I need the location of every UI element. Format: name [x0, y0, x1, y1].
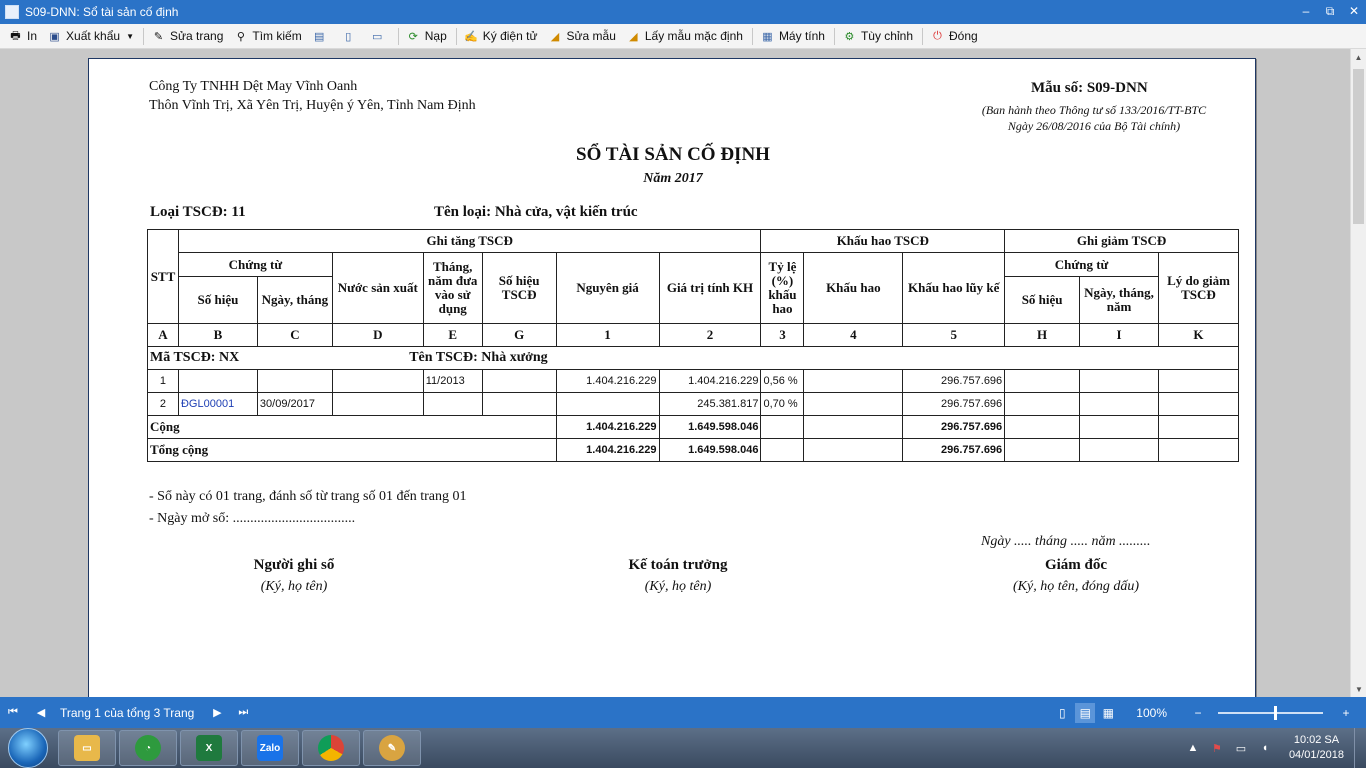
header-no: Số hiệu	[178, 277, 257, 324]
header-stt: STT	[148, 230, 179, 324]
vertical-scrollbar[interactable]	[1350, 49, 1366, 697]
clock-time: 10:02 SA	[1293, 734, 1340, 746]
first-page-icon[interactable]: ⏮	[8, 706, 18, 718]
table-row[interactable]: 1 11/2013 1.404.216.229 1.404.216.229 0,56 % 296.757.696	[148, 370, 1239, 393]
statusbar	[0, 697, 1366, 728]
header-dep-value: Giá trị tính KH	[659, 253, 761, 324]
zoom-level: 100%	[1136, 705, 1167, 720]
chart-default-icon: ◢	[629, 30, 638, 43]
fit-page-icon: ▭	[372, 30, 383, 43]
header-date: Ngày, tháng	[257, 277, 332, 324]
chevron-down-icon: ▼	[126, 31, 134, 41]
tray-expand-icon[interactable]: ▲	[1187, 742, 1199, 754]
signature-icon: ✍	[464, 30, 479, 43]
notes	[149, 486, 466, 530]
save-icon: ▣	[49, 30, 60, 43]
report-page	[88, 58, 1256, 697]
monitor-icon[interactable]: ▭	[1235, 742, 1247, 755]
header-reason: Lý do giảm TSCĐ	[1158, 253, 1238, 324]
header-voucher-decrease: Chứng từ	[1005, 253, 1159, 277]
page-title: SỔ TÀI SẢN CỐ ĐỊNH	[576, 144, 770, 165]
asset-type-name: Tên loại: Nhà cửa, vật kiến trúc	[434, 204, 638, 220]
search-button[interactable]: ⚲ Tìm kiếm	[229, 26, 307, 47]
edit-icon: ✎	[153, 30, 164, 43]
subtotal-row: Cộng 1.404.216.229 1.649.598.046 296.757.696	[148, 416, 1239, 439]
single-page-icon: ▯	[345, 30, 352, 43]
volume-icon[interactable]: ◖	[1261, 742, 1269, 754]
e-sign-button[interactable]: ✍ Ký điện tử	[464, 29, 538, 43]
page-info: Trang 1 của tổng 3 Trang	[60, 705, 195, 720]
header-dep: Khấu hao	[804, 253, 903, 324]
taskbar-paint[interactable]	[363, 730, 421, 766]
pages-note: - Sổ này có 01 trang, đánh số từ trang số 01 đến trang 01	[149, 489, 467, 504]
refresh-icon: ⟳	[408, 30, 418, 43]
header-no-decrease: Số hiệu	[1005, 277, 1080, 324]
taskbar-chrome[interactable]	[302, 730, 360, 766]
form-number: Mẫu số: S09-DNN	[1031, 80, 1148, 96]
page-view-icon: ▤	[314, 30, 325, 43]
show-desktop-button[interactable]	[1354, 728, 1366, 768]
voucher-link[interactable]: ĐGL00001	[178, 393, 257, 416]
clock[interactable]	[1289, 733, 1344, 763]
open-date-note: - Ngày mở sổ: ...................................	[149, 511, 356, 526]
signature-recorder: Người ghi sổ (Ký, họ tên)	[253, 557, 335, 594]
customize-icon: ⚙	[844, 30, 855, 43]
power-icon: ⏻	[933, 29, 942, 42]
folder-icon: ▭	[74, 735, 100, 761]
edit-page-button[interactable]: ✎ Sửa trang	[147, 26, 229, 47]
printer-icon: 🖶	[10, 29, 21, 42]
header-voucher: Chứng từ	[178, 253, 332, 277]
coccoc-icon: ◔	[135, 735, 161, 761]
zoom-in-icon[interactable]: +	[1342, 705, 1350, 720]
table-row[interactable]: 2 ĐGL00001 30/09/2017 245.381.817 0,70 % 296.757.696	[148, 393, 1239, 416]
header-month-used: Tháng, năm đưa vào sử dụng	[423, 253, 482, 324]
group-code: Mã TSCĐ: NX	[150, 350, 240, 365]
signature-chief-accountant: Kế toán trưởng (Ký, họ tên)	[628, 557, 728, 594]
scroll-up-icon[interactable]: ▲	[1354, 52, 1363, 62]
scroll-down-icon[interactable]: ▼	[1355, 684, 1363, 694]
group-name: Tên TSCĐ: Nhà xưởng	[409, 350, 548, 365]
view-mode-3-button[interactable]	[366, 26, 395, 47]
close-window-button[interactable]: ✕	[1348, 4, 1360, 18]
print-button[interactable]: 🖶 In	[4, 26, 43, 47]
binoculars-icon: ⚲	[236, 30, 245, 43]
chrome-icon	[318, 735, 344, 761]
sign-date-line: Ngày ..... tháng ..... năm .........	[981, 534, 1151, 549]
header-depreciation: Khấu hao TSCĐ	[761, 230, 1005, 253]
chart-edit-icon: ◢	[550, 30, 560, 43]
taskbar-coc-coc[interactable]	[119, 730, 177, 766]
zoom-slider-knob[interactable]	[1274, 706, 1277, 720]
zalo-icon: Zalo	[257, 735, 283, 761]
zoom-out-icon[interactable]: −	[1194, 705, 1202, 720]
continuous-view-icon[interactable]: ▤	[1075, 703, 1095, 723]
last-page-icon[interactable]: ⏭	[238, 706, 249, 718]
multi-page-view-icon[interactable]: ▦	[1102, 705, 1114, 720]
minimize-button[interactable]: –	[1302, 4, 1310, 18]
header-accum: Khấu hao lũy kế	[903, 253, 1005, 324]
header-country: Nước sản xuất	[332, 253, 423, 324]
taskbar-excel[interactable]	[180, 730, 238, 766]
taskbar-file-explorer[interactable]	[58, 730, 116, 766]
next-page-icon[interactable]: ▶	[213, 707, 222, 719]
header-cost: Nguyên giá	[556, 253, 659, 324]
clock-date: 04/01/2018	[1288, 749, 1344, 761]
customize-button[interactable]: ⚙ Tùy chỉnh	[838, 26, 919, 47]
start-button[interactable]	[8, 728, 48, 768]
excel-icon: X	[196, 735, 222, 761]
document-viewer	[0, 49, 1350, 697]
calculator-icon: ▦	[762, 30, 773, 43]
scroll-thumb[interactable]	[1353, 69, 1364, 224]
prev-page-icon[interactable]: ◀	[36, 707, 46, 719]
default-form-button[interactable]: ◢ Lấy mẫu mặc định	[622, 26, 749, 47]
export-button[interactable]: ▣ Xuất khẩu ▼	[43, 26, 140, 47]
header-rate: Tỷ lệ (%) khấu hao	[761, 253, 804, 324]
header-decrease: Ghi giảm TSCĐ	[1005, 230, 1239, 253]
view-mode-2-button[interactable]	[337, 26, 366, 47]
edit-form-button[interactable]: ◢ Sửa mẫu	[543, 26, 621, 47]
header-asset-no: Số hiệu TSCĐ	[482, 253, 556, 324]
code-row: A B C D E G 1 2 3 4 5 H I K	[148, 324, 1239, 347]
window-title: S09-DNN: Sổ tài sản cố định	[25, 5, 179, 19]
restore-button[interactable]: ⧉	[1325, 3, 1335, 18]
network-alert-icon[interactable]: ⚑	[1212, 742, 1222, 755]
company-name: Công Ty TNHH Dệt May Vĩnh Oanh	[149, 79, 358, 94]
report-year: Năm 2017	[643, 171, 703, 186]
signature-director: Giám đốc (Ký, họ tên, đóng dấu)	[1013, 557, 1139, 594]
window-titlebar	[0, 0, 1366, 24]
app-icon	[5, 5, 19, 19]
form-description: (Ban hành theo Thông tư số 133/2016/TT-BTC Ngày 26/08/2016 của Bộ Tài chính)	[981, 103, 1207, 133]
calculator-button[interactable]: ▦ Máy tính	[756, 26, 831, 47]
taskbar-zalo[interactable]	[241, 730, 299, 766]
company-info	[149, 77, 476, 115]
system-tray	[1181, 728, 1366, 768]
group-row	[148, 347, 1239, 370]
zoom-slider[interactable]	[1218, 712, 1323, 714]
view-mode-1-button[interactable]	[308, 26, 337, 47]
reload-button[interactable]: ⟳ Nạp	[402, 26, 453, 47]
window-controls	[1294, 0, 1366, 22]
toolbar	[0, 24, 1366, 49]
asset-type: Loại TSCĐ: 11	[150, 204, 246, 220]
total-row: Tổng cộng 1.404.216.229 1.649.598.046 296.757.696	[148, 439, 1239, 462]
company-address: Thôn Vĩnh Trị, Xã Yên Trị, Huyện ý Yên, Tỉnh Nam Định	[149, 98, 476, 113]
header-date-decrease: Ngày, tháng, năm	[1080, 277, 1159, 324]
taskbar	[0, 728, 1366, 768]
close-button[interactable]: ⏻ Đóng	[926, 26, 984, 47]
single-page-view-icon[interactable]: ▯	[1058, 705, 1066, 720]
asset-ledger-table	[147, 229, 1239, 462]
paint-palette-icon: ✎	[379, 735, 405, 761]
header-increase: Ghi tăng TSCĐ	[178, 230, 760, 253]
